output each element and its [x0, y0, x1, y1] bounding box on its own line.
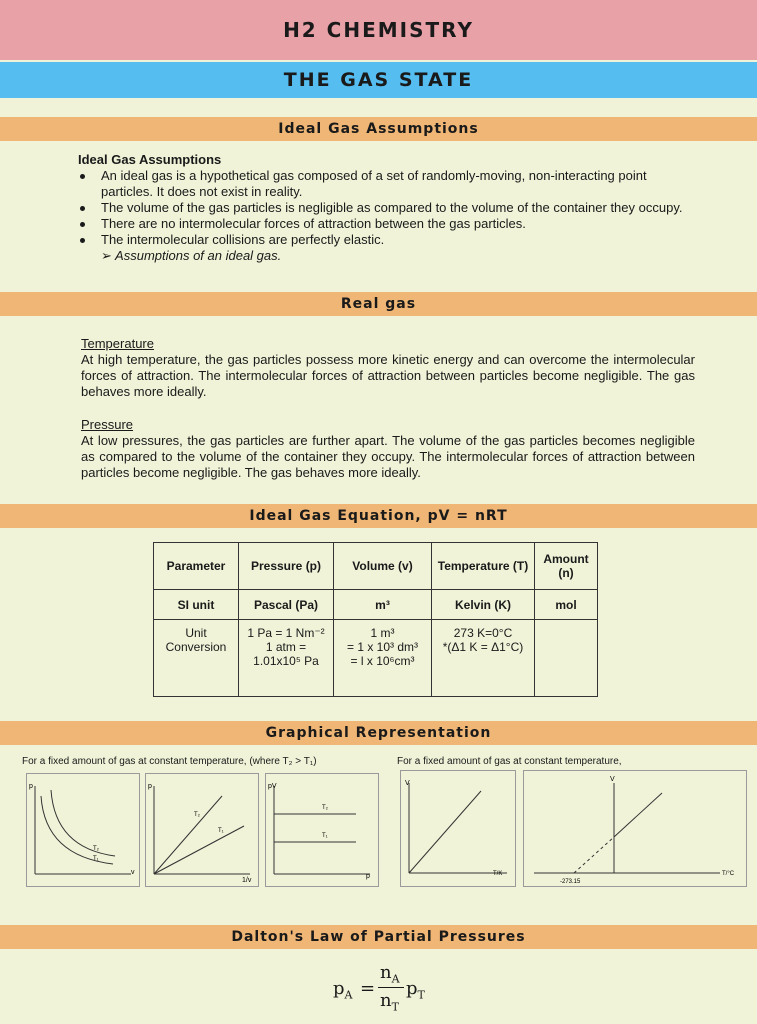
- label-t2: T₂: [93, 846, 99, 852]
- line-v-t: [409, 791, 481, 873]
- label-t1: T₁: [93, 856, 99, 862]
- cell-line: = l x 10⁶cm³: [350, 654, 415, 668]
- curve-t2: [51, 790, 115, 856]
- graph-v-vs-tc: [523, 770, 747, 887]
- ideal-gas-block: [78, 152, 688, 264]
- axis-label-p: p: [366, 873, 370, 880]
- graph-pv-vs-p-svg: [266, 774, 378, 886]
- cell-line: = 1 x 10³ dm³: [346, 640, 419, 654]
- num-subscript: A: [391, 972, 400, 986]
- dalton-formula: [300, 960, 460, 1020]
- list-item: [78, 168, 688, 200]
- graph-pv-vs-p: [265, 773, 379, 887]
- formula-lhs: [333, 978, 352, 1002]
- cell-line: 1 m³: [370, 626, 395, 640]
- line-v-t: [614, 793, 662, 837]
- rhs-symbol: p: [406, 978, 418, 999]
- table-cell: [154, 620, 239, 697]
- table-cell: [334, 620, 432, 697]
- table-cell: [535, 620, 598, 697]
- section-header-real-gas: Real gas: [0, 292, 757, 316]
- bullet-text: The intermolecular collisions are perfectly elastic.: [101, 232, 385, 247]
- bullet-text: The volume of the gas particles is negligible as compared to the volume of the container they occupy.: [101, 200, 683, 215]
- table-header: Volume (v): [334, 543, 432, 590]
- ideal-gas-heading: Ideal Gas Assumptions: [78, 152, 222, 167]
- cell-line: 1 atm =: [265, 640, 307, 654]
- axis-label-inv-v: 1/v: [242, 877, 252, 884]
- assumption-note: [78, 248, 688, 264]
- table-header: Temperature (T): [432, 543, 535, 590]
- cell-line: 1 Pa = 1 Nm⁻²: [247, 626, 325, 640]
- label-t2: T₂: [322, 805, 328, 811]
- label-t1: T₁: [322, 833, 328, 839]
- temperature-text: At high temperature, the gas particles possess more kinetic energy and can overcome the intermolecular forces of attraction. The intermolecular forces of attraction between particles become negligible. The gas behaves more ideally.: [81, 352, 695, 399]
- fraction-numerator: [380, 962, 400, 986]
- arrow-icon: ➢: [101, 248, 112, 263]
- axis-label-tk: T/K: [493, 871, 503, 877]
- table-row: [154, 590, 598, 620]
- num-symbol: n: [380, 962, 392, 983]
- axis-label-pv: pV: [268, 783, 277, 790]
- fraction-denominator: [380, 990, 399, 1014]
- graph-p-vs-inverse-v: [145, 773, 259, 887]
- section-header-ideal-gas: Ideal Gas Assumptions: [0, 117, 757, 141]
- table-cell: mol: [535, 590, 598, 620]
- bullet-icon: [80, 206, 85, 211]
- table-cell: Pascal (Pa): [239, 590, 334, 620]
- bullet-icon: [80, 174, 85, 179]
- den-symbol: n: [380, 990, 392, 1011]
- spacer: [81, 400, 695, 417]
- cell-line: 273 K=0°C: [453, 626, 513, 640]
- list-item: [78, 216, 688, 232]
- pressure-text: At low pressures, the gas particles are further apart. The volume of the gas particles becomes negligible as compared to the volume of the container they occupy. The intermolecular forces of attraction between particles become negligible. The gas behaves more ideally.: [81, 433, 695, 480]
- graph-v-vs-tk: [400, 770, 516, 887]
- bullet-text: There are no intermolecular forces of attraction between the gas particles.: [101, 216, 526, 231]
- label-t1: T₁: [218, 828, 224, 834]
- section-header-graphical: Graphical Representation: [0, 721, 757, 745]
- page-subtitle: THE GAS STATE: [0, 62, 757, 98]
- axis-label-tc: T/°C: [722, 871, 735, 877]
- cell-line: Conversion: [165, 640, 227, 654]
- graph-v-vs-tk-svg: [401, 771, 515, 886]
- axis-label-v: v: [131, 869, 135, 876]
- table-cell: SI unit: [154, 590, 239, 620]
- table-cell: m³: [334, 590, 432, 620]
- graph-caption-right: For a fixed amount of gas at constant temperature,: [397, 756, 622, 767]
- cell-line: Unit: [185, 626, 207, 640]
- table-header: Parameter: [154, 543, 239, 590]
- ideal-gas-bullet-list: [78, 168, 688, 248]
- graph-p-vs-v-svg: [27, 774, 139, 886]
- section-header-ideal-gas-equation: Ideal Gas Equation, pV = nRT: [0, 504, 757, 528]
- rhs-subscript: T: [417, 988, 425, 1002]
- list-item: [78, 232, 688, 248]
- axis-label-p: p: [29, 783, 33, 790]
- bullet-icon: [80, 238, 85, 243]
- label-absolute-zero: -273.15: [560, 879, 581, 885]
- table-cell: [239, 620, 334, 697]
- cell-line: 1.01x10⁵ Pa: [253, 654, 319, 668]
- equals-sign: =: [360, 978, 376, 999]
- lhs-symbol: p: [333, 978, 345, 999]
- table-header: Pressure (p): [239, 543, 334, 590]
- table-cell: [432, 620, 535, 697]
- real-gas-block: [81, 336, 695, 481]
- units-table: [153, 542, 598, 697]
- section-header-dalton: Dalton's Law of Partial Pressures: [0, 925, 757, 949]
- graph-p-vs-inverse-v-svg: [146, 774, 258, 886]
- table-cell: Kelvin (K): [432, 590, 535, 620]
- label-t2: T₂: [194, 812, 200, 818]
- lhs-subscript: A: [344, 988, 353, 1002]
- formula-rhs: [406, 978, 425, 1002]
- temperature-heading: Temperature: [81, 336, 154, 351]
- line-t1: [154, 826, 244, 874]
- page-title: H2 CHEMISTRY: [0, 0, 757, 60]
- den-subscript: T: [391, 1000, 399, 1014]
- cell-line: *(Δ1 K = Δ1°C): [442, 640, 524, 654]
- bullet-icon: [80, 222, 85, 227]
- graph-caption-left: For a fixed amount of gas at constant temperature, (where T₂ > T₁): [22, 756, 317, 767]
- extrapolated-line: [574, 837, 614, 873]
- bullet-text: An ideal gas is a hypothetical gas composed of a set of randomly-moving, non-interacting point particles. It does not exist in reality.: [101, 168, 647, 199]
- table-row: [154, 620, 598, 697]
- fraction-bar: [378, 987, 404, 988]
- table-header: Amount (n): [535, 543, 598, 590]
- axis-label-v: V: [405, 780, 410, 787]
- table-header-row: [154, 543, 598, 590]
- axis-label-v: V: [610, 776, 615, 783]
- graph-v-vs-tc-svg: [524, 771, 746, 886]
- pressure-heading: Pressure: [81, 417, 134, 432]
- graph-p-vs-v: [26, 773, 140, 887]
- list-item: [78, 200, 688, 216]
- line-t2: [154, 796, 222, 874]
- axis-label-p: p: [148, 783, 152, 790]
- assumption-note-text: Assumptions of an ideal gas.: [115, 248, 282, 263]
